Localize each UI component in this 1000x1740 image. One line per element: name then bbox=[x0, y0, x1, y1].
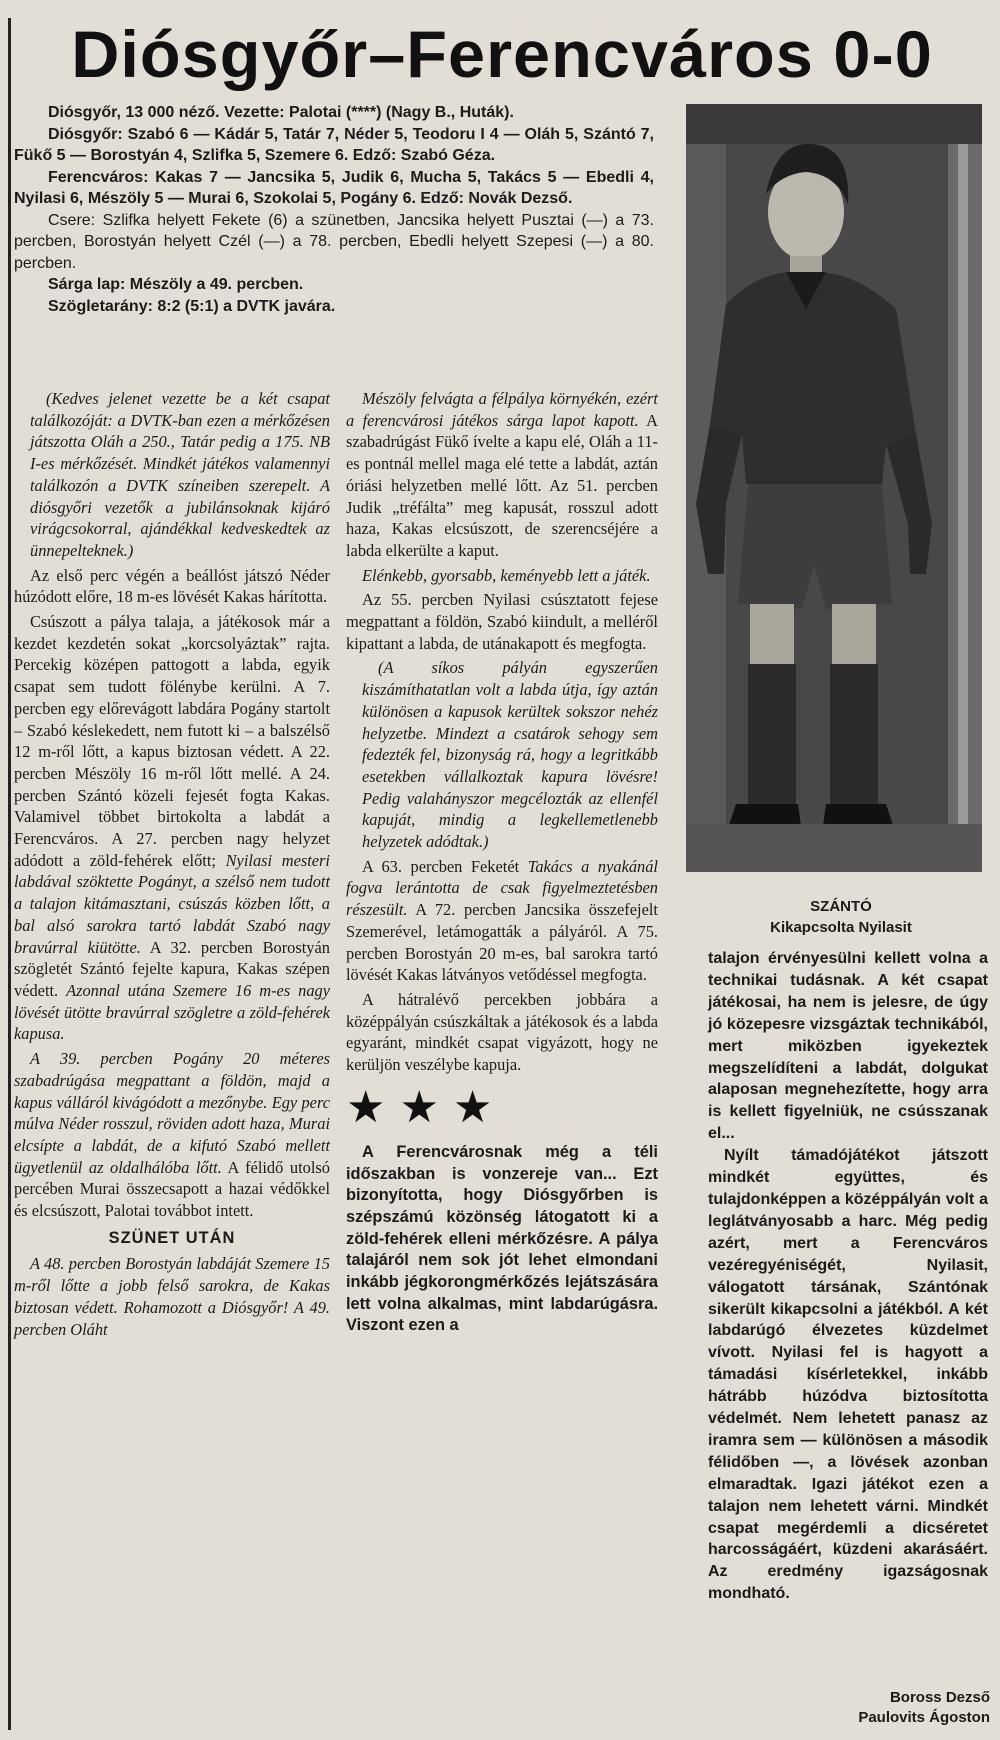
text-span: A félidő utolsó percében Murai összecsapott a hazai védőkkel és elcsúszott, Palotai továbbot intett. bbox=[14, 1157, 330, 1221]
italic-paragraph: (A síkos pályán egyszerűen kiszámíthatatlan volt a labda útja, így aztán különösen a kapusok kerültek sokszor nehéz helyzetbe. Mindezt a csatárok sehogy sem fedezték fel, bizonyság rá, hogy a legritkább esetekben vállalkoztak kapura lövésre! Pedig valahányszor megcélozták az ellenfél kapuját, mindig a legkellemetlenebb helyzetek adódtak.) bbox=[362, 658, 658, 852]
paragraph: A 48. percben Borostyán labdáját Szemere 15 m-ről lőtte a jobb felső sarokra, de Kakas biztosan védett. Rohamozott a Diósgyőr! A 49. percben Oláht bbox=[14, 1254, 330, 1339]
paragraph bbox=[346, 388, 658, 562]
italic-span: Takács a nyakánál fogva lerántotta de csak figyelmeztetésben részesült. bbox=[346, 856, 658, 920]
italic-span: Elénkebb, gyorsabb, keményebb lett a játék. bbox=[362, 565, 651, 585]
italic-span: Azonnal utána Szemere 16 m-es nagy lövését ütötte bravúrral szögletre a zöld-fehérek kapusa. bbox=[14, 980, 330, 1044]
player-photo bbox=[686, 104, 982, 872]
article-column-1 bbox=[14, 388, 330, 1343]
info-line: Diósgyőr, 13 000 néző. Vezette: Palotai (****) (Nagy B., Huták). bbox=[48, 104, 514, 121]
player-photo-drawing bbox=[686, 104, 982, 872]
info-line: Ferencváros: Kakas 7 — Jancsika 5, Judik 6, Mucha 5, Takács 5 — Ebedli 4, Nyilasi 6, Mészöly 5 — Murai 6, Szokolai 5, Pogány 6. Edző: Novák Dezső. bbox=[14, 168, 654, 207]
italic-span: A 39. percben Pogány 20 méteres szabadrúgása megpattant a földön, majd a kapus válláról kivágódott a mezőnybe. Egy perc múlva Néder rosszul, röviden adott haza, Murai elcsípte a labdát, de a kifutó Szabó mellett ügyetlenül az oldalhálóba lőtt. bbox=[14, 1049, 330, 1177]
paragraph bbox=[346, 565, 658, 587]
caption-text: Kikapcsolta Nyilasit bbox=[770, 919, 912, 936]
text-span: A 63. percben Feketét bbox=[362, 856, 520, 876]
byline bbox=[760, 1688, 990, 1728]
subheading: SZÜNET UTÁN bbox=[108, 1228, 236, 1247]
italic-span: Mészöly felvágta a félpálya környékén, ezért a ferencvárosi játékos sárga lapot kapott. bbox=[346, 389, 658, 430]
paragraph: talajon érvényesülni kellett volna a technikai tudásnak. A két csapat játékosai, ha nem is jelesre, de úgy jó közepesre vizsgáztak technikából, mert miközben igyekeztek megszelídíteni a labdát, dolgukat alaposan megnehezítette, hogy arra is kellett figyelniük, ne csússzanak el... bbox=[708, 950, 988, 1143]
paragraph: Az 55. percben Nyilasi csúsztatott fejese megpattant a földön, Szabó kiindult, a melléről kipattant a labda, de utánakapott és megfogta. bbox=[346, 590, 658, 653]
text-span: A 72. percben Jancsika összefejelt Szemerével, letámogatták a pályáról. bbox=[346, 900, 658, 941]
paragraph: Nyílt támadójátékot játszott mindkét együttes, és tulajdonképpen a középpályán volt a leglátványosabb a harc. Még pedig azért, mert a Ferencváros vezéregyéniségét, Nyilasit, válogatott társának, Szántónak sikerült kikapcsolni a játékból. A két labdarúgó élvezetes küzdelmet vívott. Nyilasi fel is hagyott a támadási kísérletekkel, inkább hátrább húzódva biztosította védelmét. Nem lehetett panasz az iramra sem — különösen a második félidőben —, a lövések azonban elmaradtak. Igazi játékot ezen a talajon nem lehetett várni. Mindkét csapat megérdemli a dicséretet harcosságáért, küzdeni akarásáért. Az eredmény igazságosnak mondható. bbox=[708, 1147, 988, 1603]
info-line: Csere: Szlifka helyett Fekete (6) a szünetben, Jancsika helyett Pusztai (—) a 73. percben, Borostyán helyett Czél (—) a 78. percben, Ebedli helyett Szepesi (—) a 80. percben. bbox=[14, 211, 654, 272]
text-span: Csúszott a pálya talaja, a játékosok már a kezdet kezdetén sokat „korcsolyáztak” rajta. Percekig középen pattogott a labda, egyik csapat sem tudott fölénybe kerülni. A 7. percben egy előrevágott labdára Pogány startolt – Szabó késlekedett, nem futott ki – a balszélső 12 m-ről lőtt, a kapus biztosan védett. A 22. percben Mészöly 16 m-ről lőtt mellé. A 24. percben Szántó közeli fejesét fogta Kakas. Valamivel többet birtokolta a labdát a Ferencváros. A 27. percben nagy helyzet adódott a zöld-fehérek előtt; bbox=[14, 612, 330, 870]
paragraph bbox=[14, 1048, 330, 1222]
text-span: A 75. percben Borostyán 20 m-es, bal sarokra tartó lövését Kakas látványos vetődéssel megfogta. bbox=[346, 921, 658, 985]
photo-caption bbox=[700, 896, 982, 938]
left-rule bbox=[8, 18, 11, 1730]
info-line: Diósgyőr: Szabó 6 — Kádár 5, Tatár 7, Néder 5, Teodoru I 4 — Oláh 5, Szántó 7, Fükő 5 — Borostyán 4, Szlifka 5, Szemere 6. Edző: Szabó Géza. bbox=[14, 125, 654, 164]
bold-paragraph: A Ferencvárosnak még a téli időszakban is vonzereje van... Ezt bizonyította, hogy Diósgyőrben is szépszámú közönség látogatott ki a zöld-fehérek elleni mérkőzésre. A pálya talajáról nem sok jót lehet elmondani inkább jégkorongmérkőzés lejátszására lett volna alkalmas, mint labdarúgásra. Viszont ezen a bbox=[346, 1142, 658, 1335]
caption-name: SZÁNTÓ bbox=[810, 898, 872, 915]
intro-paragraph: (Kedves jelenet vezette be a két csapat találkozóját: a DVTK-ban ezen a mérkőzésen játszotta Oláh a 250., Tatár pedig a 175. NB I-es mérkőzését. Mindkét játékos valamennyi találkozón a DVTK színeiben szerepelt. A diósgyőri vezetők a jubilánsoknak kijáró virágcsokorral, ajándékkal kedveskedtek az ünnepelteknek.) bbox=[30, 389, 330, 560]
info-line: Sárga lap: Mészöly a 49. percben. bbox=[48, 276, 304, 293]
article-column-2 bbox=[346, 388, 658, 1340]
paragraph: A hátralévő percekben jobbára a középpályán csúszkáltak a játékosok és a labda egyaránt, mindkét csapat vigyázott, hogy ne kerüljön veszélybe kapuja. bbox=[346, 989, 658, 1075]
italic-span: Nyilasi mesteri labdával szöktette Pogányt, a szélső nem tudott a talajon kitámasztani, csúszás közben lőtt, a bal alsó sarokra tartó labdát Szabó nagy bravúrral kiütötte. bbox=[14, 850, 330, 957]
text-span: A szabadrúgást Fükő ívelte a kapu elé, Oláh a 11-es pontnál mellel maga elé tette a labdát, aztán óriási helyzetben mellé lőtt. Az 51. percben Judik „tréfálta” meg kapusát, rosszul adott haza, Kakas elcsúszott, de szerencséjére a labda elkerülte a kaput. bbox=[346, 410, 658, 560]
star-separator: ★★★ bbox=[346, 1082, 507, 1132]
paragraph bbox=[14, 611, 330, 1045]
match-info bbox=[14, 102, 654, 317]
paragraph: Az első perc végén a beállóst játszó Néder húzódott előre, 18 m-es lövését Kakas hárította. bbox=[14, 565, 330, 607]
author-name: Paulovits Ágoston bbox=[858, 1709, 990, 1726]
author-name: Boross Dezső bbox=[889, 1689, 990, 1706]
info-line: Szögletarány: 8:2 (5:1) a DVTK javára. bbox=[48, 297, 336, 315]
paragraph bbox=[346, 856, 658, 986]
article-column-3 bbox=[708, 948, 988, 1605]
text-span: A 32. percben Borostyán szögletét Szántó fejelte kapura, Kakas szépen védett. bbox=[14, 937, 330, 1000]
headline: Diósgyőr–Ferencváros 0-0 bbox=[71, 17, 933, 91]
